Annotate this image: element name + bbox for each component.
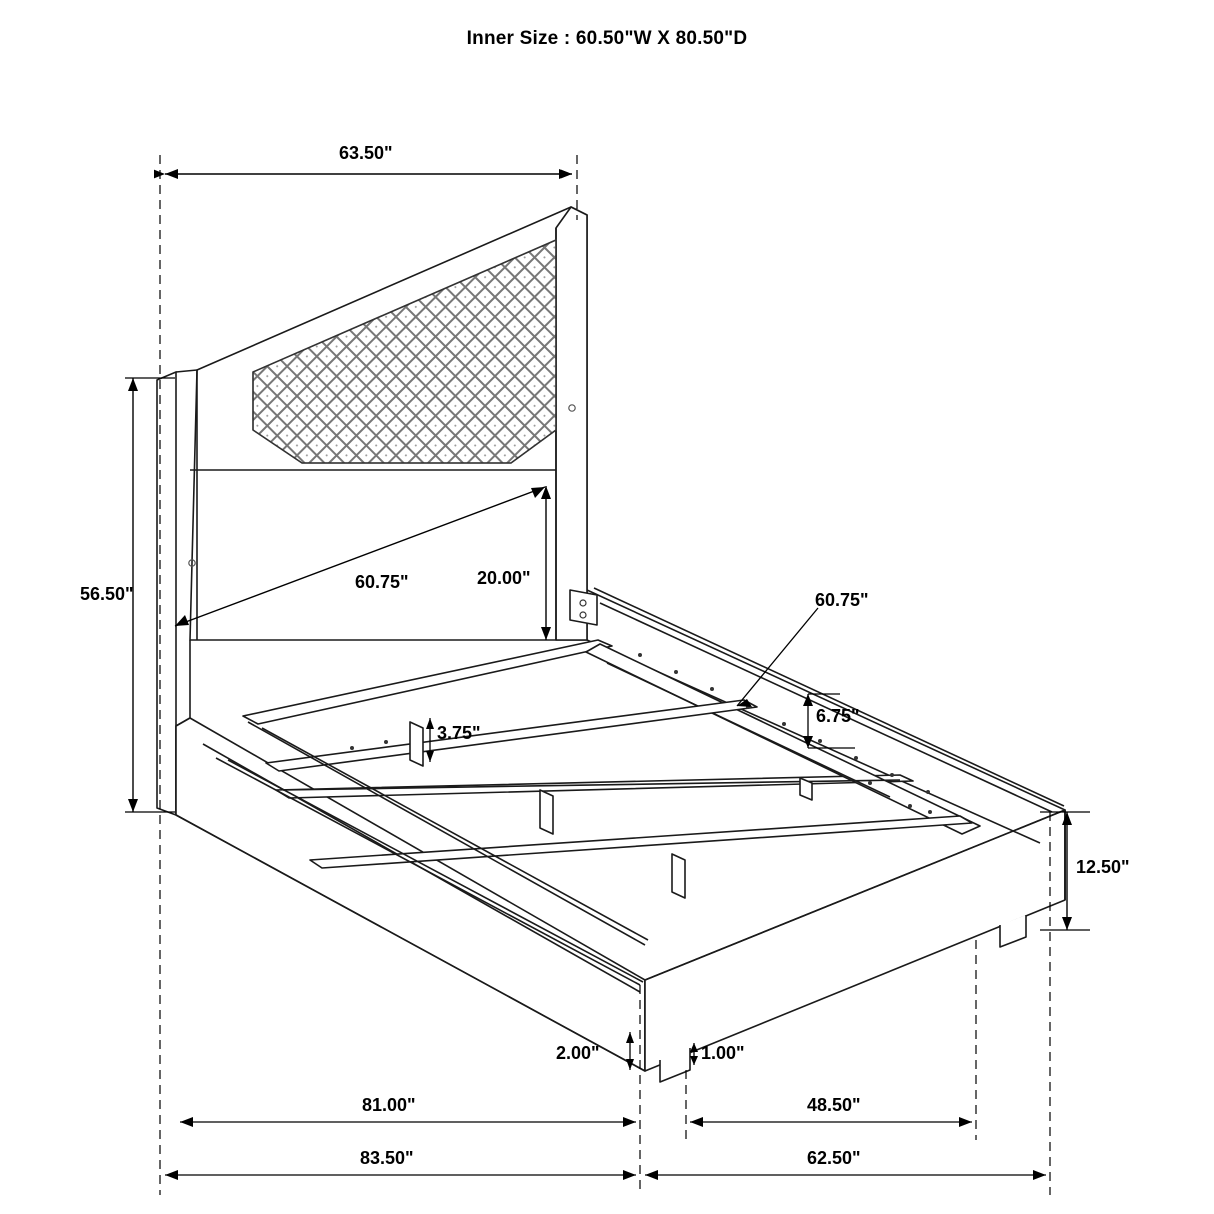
dim-overall-length: 83.50": [360, 1148, 414, 1168]
dim-center-rail-length: 60.75": [815, 590, 869, 610]
dim-foot-depth: 48.50": [807, 1095, 861, 1115]
dim-footboard-height: 12.50": [1076, 857, 1130, 877]
dim-headboard-panel-width: 60.75": [355, 572, 409, 592]
dim-inner-length: 81.00": [362, 1095, 416, 1115]
dim-headboard-width: 63.50": [339, 143, 393, 163]
page-title: Inner Size : 60.50"W X 80.50"D: [466, 28, 748, 49]
dim-headboard-lower-height: 20.00": [477, 568, 531, 588]
dim-foot-clearance: 2.00": [556, 1043, 600, 1063]
dim-foot-thickness: 1.00": [701, 1043, 745, 1063]
dim-side-depth: 62.50": [807, 1148, 861, 1168]
dim-rail-height: 6.75": [816, 706, 860, 726]
dim-slat-support-height: 3.75": [437, 723, 481, 743]
dim-overall-height: 56.50": [80, 584, 134, 604]
